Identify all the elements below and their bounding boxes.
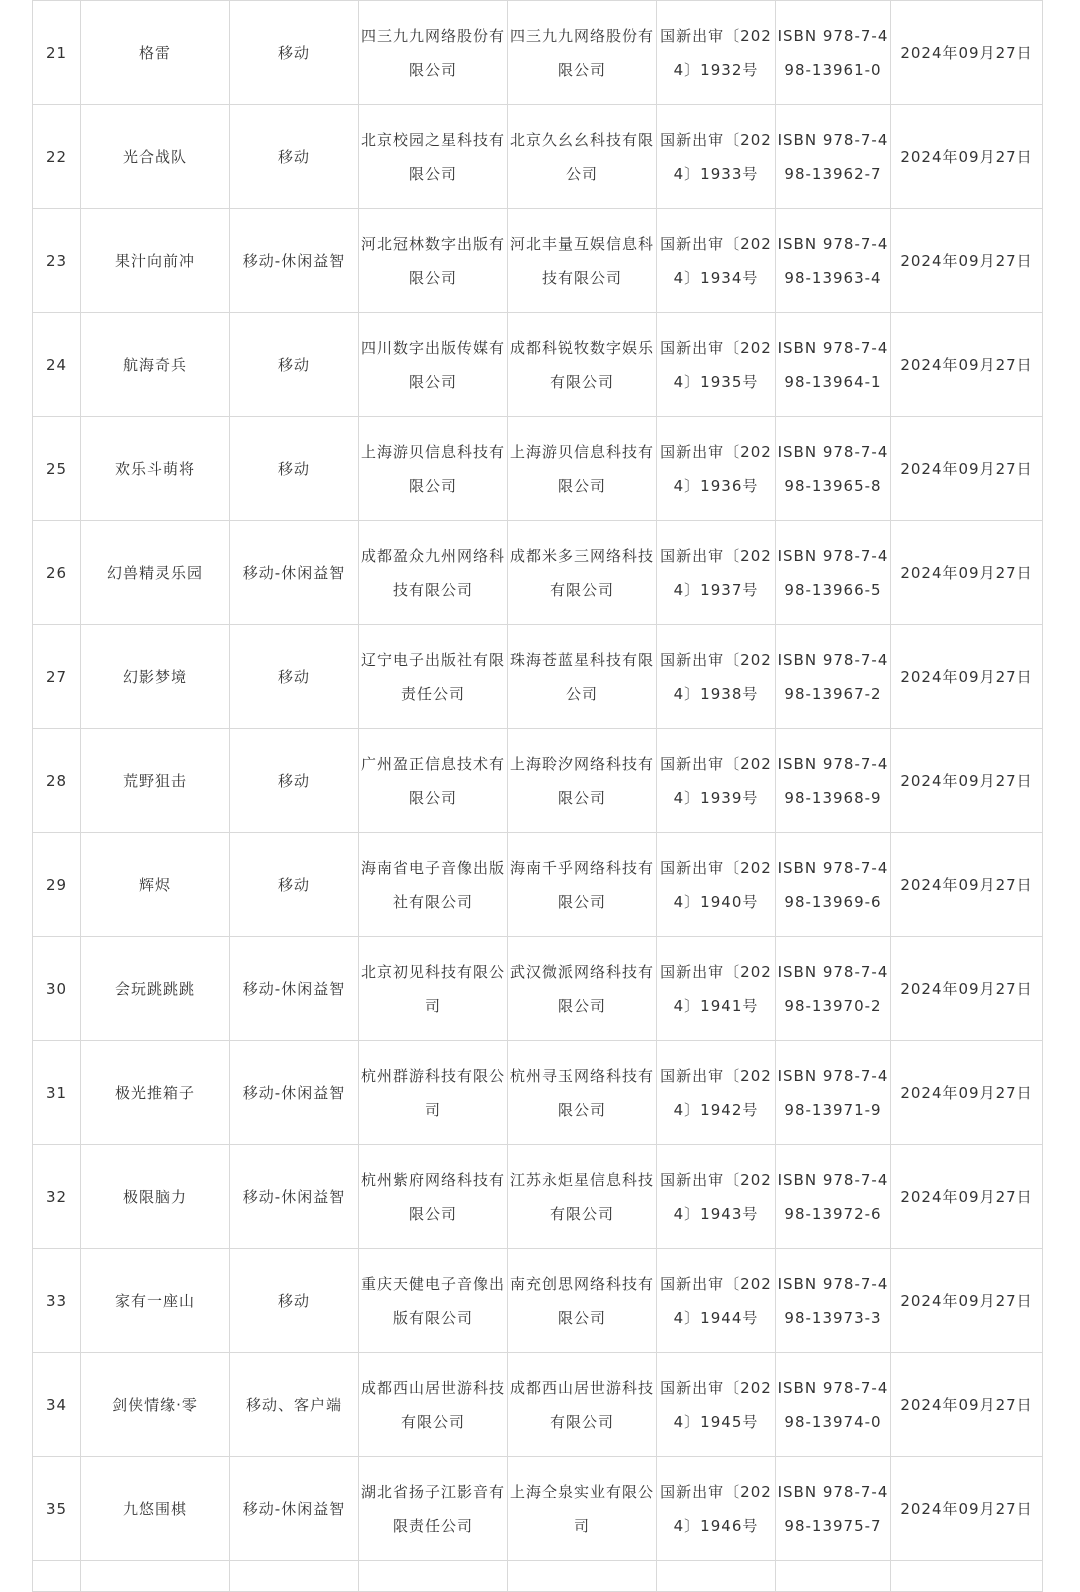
publisher-cell	[359, 1145, 508, 1249]
publisher-text: 北京初见科技有限公司	[360, 962, 505, 1015]
category-cell	[230, 833, 359, 937]
isbn-cell	[776, 1457, 891, 1561]
isbn-cell	[776, 521, 891, 625]
approval-number-text: 国新出审〔2024〕1946号	[660, 1482, 772, 1535]
game-approval-table	[32, 0, 1043, 1592]
empty-cell	[891, 1561, 1043, 1592]
game-name-text: 极限脑力	[122, 1187, 187, 1206]
approval-number-text: 国新出审〔2024〕1944号	[660, 1274, 772, 1327]
row-number-cell	[33, 209, 81, 313]
publisher-cell	[359, 313, 508, 417]
game-name-cell	[81, 105, 230, 209]
game-name-text: 九悠围棋	[122, 1499, 187, 1518]
approval-number-text: 国新出审〔2024〕1937号	[660, 546, 772, 599]
game-name-text: 欢乐斗萌将	[114, 459, 195, 478]
approval-date-text: 2024年09月27日	[900, 1083, 1033, 1102]
game-name-cell	[81, 1249, 230, 1353]
isbn-text: ISBN 978-7-498-13971-9	[777, 1066, 889, 1119]
row-number-text: 35	[45, 1499, 68, 1518]
operator-cell	[508, 313, 657, 417]
category-text: 移动	[277, 875, 310, 894]
approval-date-text: 2024年09月27日	[900, 563, 1033, 582]
category-text: 移动	[277, 667, 310, 686]
isbn-text: ISBN 978-7-498-13965-8	[777, 442, 889, 495]
isbn-text: ISBN 978-7-498-13963-4	[777, 234, 889, 287]
operator-text: 上海仝泉实业有限公司	[509, 1482, 654, 1535]
game-name-cell	[81, 313, 230, 417]
approval-date-cell	[891, 937, 1043, 1041]
publisher-text: 杭州群游科技有限公司	[360, 1066, 505, 1119]
approval-date-cell	[891, 1041, 1043, 1145]
empty-cell	[776, 1561, 891, 1592]
row-number-text: 28	[45, 771, 68, 790]
isbn-cell	[776, 729, 891, 833]
operator-cell	[508, 937, 657, 1041]
operator-text: 海南千乎网络科技有限公司	[509, 858, 654, 911]
operator-cell	[508, 833, 657, 937]
approval-number-text: 国新出审〔2024〕1940号	[660, 858, 772, 911]
isbn-cell	[776, 1041, 891, 1145]
isbn-text: ISBN 978-7-498-13961-0	[777, 26, 889, 79]
approval-date-text: 2024年09月27日	[900, 459, 1033, 478]
category-cell	[230, 1457, 359, 1561]
approval-number-cell	[657, 1, 776, 105]
row-number-cell	[33, 1145, 81, 1249]
approval-date-text: 2024年09月27日	[900, 875, 1033, 894]
table-row	[33, 1457, 1043, 1561]
operator-cell	[508, 521, 657, 625]
approval-date-cell	[891, 729, 1043, 833]
approval-number-cell	[657, 1457, 776, 1561]
publisher-cell	[359, 521, 508, 625]
row-number-cell	[33, 1353, 81, 1457]
operator-cell	[508, 1145, 657, 1249]
approval-number-cell	[657, 209, 776, 313]
empty-cell	[230, 1561, 359, 1592]
category-text: 移动	[277, 147, 310, 166]
row-number-text: 25	[45, 459, 68, 478]
publisher-cell	[359, 1, 508, 105]
row-number-cell	[33, 313, 81, 417]
category-cell	[230, 625, 359, 729]
approval-date-cell	[891, 1457, 1043, 1561]
approval-number-cell	[657, 417, 776, 521]
game-name-text: 荒野狙击	[122, 771, 187, 790]
approval-number-text: 国新出审〔2024〕1945号	[660, 1378, 772, 1431]
publisher-cell	[359, 105, 508, 209]
table-row	[33, 1041, 1043, 1145]
row-number-text: 29	[45, 875, 68, 894]
table-row	[33, 521, 1043, 625]
game-name-cell	[81, 729, 230, 833]
isbn-cell	[776, 105, 891, 209]
game-approval-table-container	[32, 0, 1042, 1592]
empty-cell	[33, 1561, 81, 1592]
operator-text: 江苏永炬星信息科技有限公司	[509, 1170, 654, 1223]
category-text: 移动-休闲益智	[242, 979, 346, 998]
game-name-text: 果汁向前冲	[114, 251, 195, 270]
approval-date-text: 2024年09月27日	[900, 147, 1033, 166]
category-text: 移动	[277, 771, 310, 790]
isbn-cell	[776, 625, 891, 729]
approval-number-cell	[657, 729, 776, 833]
game-name-text: 幻影梦境	[122, 667, 187, 686]
approval-number-text: 国新出审〔2024〕1941号	[660, 962, 772, 1015]
table-row	[33, 625, 1043, 729]
publisher-cell	[359, 833, 508, 937]
empty-cell	[81, 1561, 230, 1592]
operator-text: 四三九九网络股份有限公司	[509, 26, 654, 79]
game-name-cell	[81, 1145, 230, 1249]
operator-text: 武汉微派网络科技有限公司	[509, 962, 654, 1015]
operator-text: 成都科锐牧数字娱乐有限公司	[509, 338, 654, 391]
approval-date-cell	[891, 1353, 1043, 1457]
publisher-cell	[359, 1353, 508, 1457]
approval-number-text: 国新出审〔2024〕1939号	[660, 754, 772, 807]
approval-date-cell	[891, 313, 1043, 417]
isbn-cell	[776, 1353, 891, 1457]
row-number-text: 30	[45, 979, 68, 998]
category-text: 移动	[277, 355, 310, 374]
game-name-cell	[81, 1457, 230, 1561]
publisher-text: 湖北省扬子江影音有限责任公司	[360, 1482, 505, 1535]
empty-cell	[508, 1561, 657, 1592]
publisher-cell	[359, 1457, 508, 1561]
category-cell	[230, 521, 359, 625]
operator-text: 杭州寻玉网络科技有限公司	[509, 1066, 654, 1119]
publisher-text: 北京校园之星科技有限公司	[360, 130, 505, 183]
operator-cell	[508, 209, 657, 313]
game-name-cell	[81, 937, 230, 1041]
approval-number-text: 国新出审〔2024〕1933号	[660, 130, 772, 183]
publisher-cell	[359, 729, 508, 833]
game-name-cell	[81, 209, 230, 313]
game-name-text: 航海奇兵	[122, 355, 187, 374]
game-name-text: 会玩跳跳跳	[114, 979, 195, 998]
category-text: 移动、客户端	[245, 1395, 342, 1414]
approval-number-cell	[657, 521, 776, 625]
isbn-text: ISBN 978-7-498-13975-7	[777, 1482, 889, 1535]
category-cell	[230, 1041, 359, 1145]
game-name-cell	[81, 625, 230, 729]
row-number-cell	[33, 1, 81, 105]
isbn-text: ISBN 978-7-498-13968-9	[777, 754, 889, 807]
row-number-text: 27	[45, 667, 68, 686]
approval-date-text: 2024年09月27日	[900, 667, 1033, 686]
table-row	[33, 1, 1043, 105]
row-number-text: 33	[45, 1291, 68, 1310]
operator-text: 珠海苍蓝星科技有限公司	[509, 650, 654, 703]
publisher-text: 广州盈正信息技术有限公司	[360, 754, 505, 807]
publisher-text: 四川数字出版传媒有限公司	[360, 338, 505, 391]
category-text: 移动-休闲益智	[242, 1499, 346, 1518]
category-cell	[230, 1249, 359, 1353]
approval-date-cell	[891, 625, 1043, 729]
category-text: 移动-休闲益智	[242, 251, 346, 270]
game-name-cell	[81, 1, 230, 105]
publisher-cell	[359, 1249, 508, 1353]
approval-date-text: 2024年09月27日	[900, 771, 1033, 790]
operator-cell	[508, 1041, 657, 1145]
publisher-text: 成都西山居世游科技有限公司	[360, 1378, 505, 1431]
approval-date-text: 2024年09月27日	[900, 43, 1033, 62]
publisher-cell	[359, 1041, 508, 1145]
table-row	[33, 105, 1043, 209]
approval-date-cell	[891, 1, 1043, 105]
category-text: 移动-休闲益智	[242, 1187, 346, 1206]
category-cell	[230, 1, 359, 105]
approval-date-text: 2024年09月27日	[900, 355, 1033, 374]
publisher-cell	[359, 937, 508, 1041]
row-number-text: 34	[45, 1395, 68, 1414]
game-name-text: 格雷	[138, 43, 171, 62]
category-cell	[230, 729, 359, 833]
operator-cell	[508, 1, 657, 105]
publisher-text: 上海游贝信息科技有限公司	[360, 442, 505, 495]
publisher-text: 四三九九网络股份有限公司	[360, 26, 505, 79]
category-cell	[230, 417, 359, 521]
operator-cell	[508, 625, 657, 729]
isbn-text: ISBN 978-7-498-13973-3	[777, 1274, 889, 1327]
isbn-cell	[776, 417, 891, 521]
approval-date-cell	[891, 521, 1043, 625]
approval-date-text: 2024年09月27日	[900, 1395, 1033, 1414]
operator-text: 上海游贝信息科技有限公司	[509, 442, 654, 495]
publisher-text: 河北冠林数字出版有限公司	[360, 234, 505, 287]
isbn-text: ISBN 978-7-498-13964-1	[777, 338, 889, 391]
approval-number-cell	[657, 1249, 776, 1353]
publisher-text: 海南省电子音像出版社有限公司	[360, 858, 505, 911]
game-name-cell	[81, 1041, 230, 1145]
category-text: 移动	[277, 459, 310, 478]
publisher-cell	[359, 209, 508, 313]
approval-number-cell	[657, 937, 776, 1041]
table-row	[33, 1249, 1043, 1353]
approval-number-cell	[657, 1041, 776, 1145]
game-name-text: 剑侠情缘·零	[112, 1395, 198, 1414]
isbn-text: ISBN 978-7-498-13962-7	[777, 130, 889, 183]
category-cell	[230, 1353, 359, 1457]
approval-date-text: 2024年09月27日	[900, 1499, 1033, 1518]
isbn-cell	[776, 1, 891, 105]
game-name-cell	[81, 417, 230, 521]
operator-text: 成都西山居世游科技有限公司	[509, 1378, 654, 1431]
operator-text: 北京久幺幺科技有限公司	[509, 130, 654, 183]
approval-date-text: 2024年09月27日	[900, 1291, 1033, 1310]
row-number-cell	[33, 417, 81, 521]
approval-date-text: 2024年09月27日	[900, 251, 1033, 270]
publisher-cell	[359, 417, 508, 521]
row-number-cell	[33, 1457, 81, 1561]
approval-number-cell	[657, 313, 776, 417]
game-name-cell	[81, 833, 230, 937]
operator-cell	[508, 729, 657, 833]
row-number-cell	[33, 1041, 81, 1145]
category-text: 移动-休闲益智	[242, 563, 346, 582]
approval-number-cell	[657, 105, 776, 209]
category-cell	[230, 209, 359, 313]
approval-date-cell	[891, 1249, 1043, 1353]
operator-cell	[508, 105, 657, 209]
table-row	[33, 1145, 1043, 1249]
operator-cell	[508, 1457, 657, 1561]
approval-number-text: 国新出审〔2024〕1938号	[660, 650, 772, 703]
approval-date-cell	[891, 833, 1043, 937]
operator-text: 上海聆汐网络科技有限公司	[509, 754, 654, 807]
table-row	[33, 313, 1043, 417]
approval-date-cell	[891, 1145, 1043, 1249]
operator-cell	[508, 417, 657, 521]
publisher-text: 辽宁电子出版社有限责任公司	[360, 650, 505, 703]
row-number-cell	[33, 937, 81, 1041]
approval-number-cell	[657, 1353, 776, 1457]
row-number-cell	[33, 1249, 81, 1353]
approval-number-text: 国新出审〔2024〕1935号	[660, 338, 772, 391]
operator-text: 河北丰量互娱信息科技有限公司	[509, 234, 654, 287]
table-body	[33, 1, 1043, 1592]
isbn-cell	[776, 937, 891, 1041]
isbn-text: ISBN 978-7-498-13970-2	[777, 962, 889, 1015]
approval-number-text: 国新出审〔2024〕1936号	[660, 442, 772, 495]
table-row-partial	[33, 1561, 1043, 1592]
game-name-text: 家有一座山	[114, 1291, 195, 1310]
isbn-text: ISBN 978-7-498-13969-6	[777, 858, 889, 911]
category-text: 移动-休闲益智	[242, 1083, 346, 1102]
approval-number-text: 国新出审〔2024〕1934号	[660, 234, 772, 287]
game-name-text: 极光推箱子	[114, 1083, 195, 1102]
isbn-text: ISBN 978-7-498-13972-6	[777, 1170, 889, 1223]
isbn-cell	[776, 313, 891, 417]
row-number-cell	[33, 729, 81, 833]
isbn-cell	[776, 833, 891, 937]
approval-date-cell	[891, 209, 1043, 313]
isbn-cell	[776, 1145, 891, 1249]
category-cell	[230, 1145, 359, 1249]
game-name-text: 光合战队	[122, 147, 187, 166]
table-row	[33, 833, 1043, 937]
game-name-cell	[81, 1353, 230, 1457]
row-number-cell	[33, 625, 81, 729]
category-cell	[230, 105, 359, 209]
row-number-text: 26	[45, 563, 68, 582]
approval-date-cell	[891, 105, 1043, 209]
operator-text: 成都米多三网络科技有限公司	[509, 546, 654, 599]
approval-number-cell	[657, 1145, 776, 1249]
row-number-cell	[33, 105, 81, 209]
approval-number-cell	[657, 833, 776, 937]
approval-number-text: 国新出审〔2024〕1932号	[660, 26, 772, 79]
game-name-text: 辉烬	[138, 875, 171, 894]
table-row	[33, 1353, 1043, 1457]
isbn-cell	[776, 209, 891, 313]
game-name-text: 幻兽精灵乐园	[106, 563, 203, 582]
row-number-text: 32	[45, 1187, 68, 1206]
operator-cell	[508, 1249, 657, 1353]
row-number-text: 31	[45, 1083, 68, 1102]
operator-cell	[508, 1353, 657, 1457]
approval-number-text: 国新出审〔2024〕1942号	[660, 1066, 772, 1119]
empty-cell	[657, 1561, 776, 1592]
isbn-cell	[776, 1249, 891, 1353]
table-row	[33, 729, 1043, 833]
approval-date-text: 2024年09月27日	[900, 979, 1033, 998]
approval-date-cell	[891, 417, 1043, 521]
isbn-text: ISBN 978-7-498-13974-0	[777, 1378, 889, 1431]
empty-cell	[359, 1561, 508, 1592]
category-cell	[230, 937, 359, 1041]
category-text: 移动	[277, 43, 310, 62]
isbn-text: ISBN 978-7-498-13967-2	[777, 650, 889, 703]
row-number-cell	[33, 833, 81, 937]
table-row	[33, 417, 1043, 521]
row-number-text: 22	[45, 147, 68, 166]
approval-number-text: 国新出审〔2024〕1943号	[660, 1170, 772, 1223]
publisher-text: 重庆天健电子音像出版有限公司	[360, 1274, 505, 1327]
table-row	[33, 937, 1043, 1041]
approval-date-text: 2024年09月27日	[900, 1187, 1033, 1206]
publisher-cell	[359, 625, 508, 729]
category-text: 移动	[277, 1291, 310, 1310]
publisher-text: 杭州紫府网络科技有限公司	[360, 1170, 505, 1223]
isbn-text: ISBN 978-7-498-13966-5	[777, 546, 889, 599]
category-cell	[230, 313, 359, 417]
approval-number-cell	[657, 625, 776, 729]
publisher-text: 成都盈众九州网络科技有限公司	[360, 546, 505, 599]
row-number-text: 21	[45, 43, 68, 62]
table-row	[33, 209, 1043, 313]
row-number-text: 24	[45, 355, 68, 374]
operator-text: 南充创思网络科技有限公司	[509, 1274, 654, 1327]
game-name-cell	[81, 521, 230, 625]
row-number-cell	[33, 521, 81, 625]
row-number-text: 23	[45, 251, 68, 270]
